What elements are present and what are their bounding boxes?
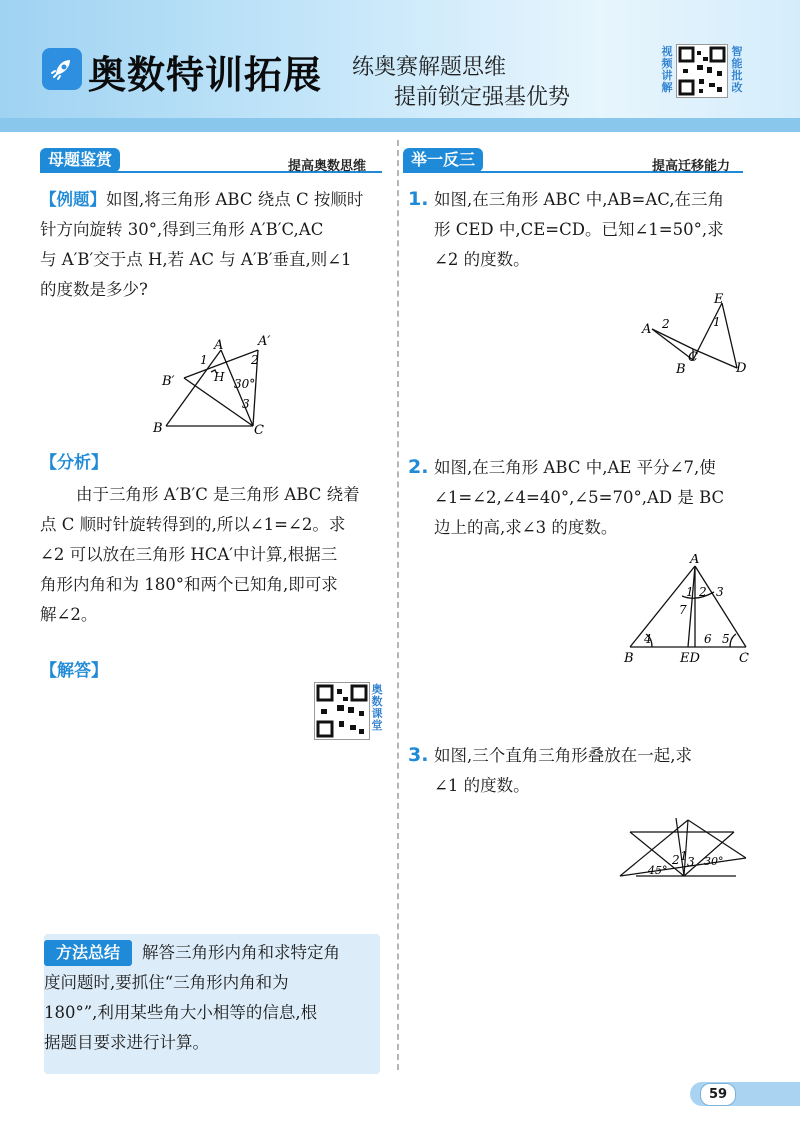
q1-label-E: E (714, 292, 724, 307)
q1-angle-2: 2 (662, 317, 670, 331)
q2-angle-7: 7 (679, 603, 687, 617)
qr-code-inline[interactable] (314, 682, 370, 740)
q3-number: 3. (408, 744, 429, 766)
summary-line: 度问题时,要抓住“三角形内角和为 (44, 973, 289, 992)
summary-line: 解答三角形内角和求特定角 (142, 943, 340, 962)
q1-label-B: B (676, 362, 686, 377)
section-subtitle-left: 提高奥数思维 (288, 159, 367, 174)
q2-number: 2. (408, 456, 429, 478)
label-A-prime: A′ (258, 334, 271, 349)
label-H: H (214, 370, 225, 384)
qr-grading-label: 智能批改 (731, 45, 743, 94)
example-line: 针方向旋转 30°,得到三角形 A′B′C,AC (40, 220, 324, 239)
summary-line: 据题目要求进行计算。 (44, 1033, 209, 1052)
example-line: 的度数是多少? (40, 280, 148, 299)
analysis-line: 由于三角形 A′B′C 是三角形 ABC 绕着 (76, 485, 360, 504)
analysis-text (40, 480, 390, 630)
qr-code-header[interactable] (676, 44, 728, 98)
method-summary-tag: 方法总结 (44, 940, 132, 966)
example-figure (150, 328, 280, 440)
slogan-line1: 练奥赛解题思维 (352, 55, 507, 80)
q3-angle-1: 1 (680, 849, 688, 863)
q1-label-C: C (688, 350, 698, 365)
qr-course-label: 奥数课堂 (371, 683, 383, 732)
q2-line: ∠1=∠2,∠4=40°,∠5=70°,AD 是 BC (434, 488, 725, 507)
analysis-line: 点 C 顺时针旋转得到的,所以∠1=∠2。求 (40, 515, 346, 534)
method-summary-text (44, 938, 380, 1058)
q3-angle-45: 45° (648, 864, 668, 877)
q1-text (434, 185, 764, 275)
q1-line: 形 CED 中,CE=CD。已知∠1=50°,求 (434, 220, 724, 239)
q2-figure (618, 554, 756, 666)
example-line: 如图,将三角形 ABC 绕点 C 按顺时 (106, 190, 364, 209)
q2-line: 如图,在三角形 ABC 中,AE 平分∠7,使 (434, 458, 716, 477)
q2-angle-3: 3 (716, 585, 724, 599)
q2-line: 边上的高,求∠3 的度数。 (434, 518, 618, 537)
q2-label-B: B (624, 651, 634, 666)
q1-number: 1. (408, 188, 429, 210)
q2-label-ED: ED (680, 651, 700, 666)
q2-label-A: A (690, 554, 700, 567)
q1-label-D: D (736, 361, 747, 376)
q2-angle-4: 4 (644, 632, 652, 646)
label-B-prime: B′ (162, 374, 175, 389)
angle-3: 3 (242, 397, 250, 411)
header-band (0, 118, 800, 132)
qr-video-label: 视频讲解 (661, 45, 673, 94)
angle-30: 30° (234, 377, 256, 391)
q3-figure (616, 810, 754, 882)
column-divider (397, 140, 399, 1070)
angle-2: 2 (251, 353, 259, 367)
q1-angle-1: 1 (713, 315, 721, 329)
analysis-line: 角形内角和为 180°和两个已知角,即可求 (40, 575, 338, 594)
q3-angle-3: 3 (687, 855, 695, 869)
q1-label-A: A (642, 322, 652, 337)
section-tag-left: 母题鉴赏 (40, 148, 120, 172)
angle-1: 1 (200, 353, 208, 367)
q2-angle-5: 5 (722, 632, 730, 646)
q2-text (434, 453, 764, 543)
q2-angle-2: 2 (699, 585, 707, 599)
q1-line: 如图,在三角形 ABC 中,AB=AC,在三角 (434, 190, 725, 209)
analysis-line: ∠2 可以放在三角形 HCA′中计算,根据三 (40, 545, 338, 564)
q3-line: 如图,三个直角三角形叠放在一起,求 (434, 746, 692, 765)
q1-figure (636, 288, 756, 384)
label-B: B (153, 421, 163, 436)
answer-label: 【解答】 (40, 661, 108, 681)
label-C: C (254, 423, 264, 438)
brand-title: 奥数特训拓展 (88, 53, 323, 97)
rocket-icon (42, 48, 82, 90)
q2-angle-1: 1 (686, 585, 694, 599)
q1-line: ∠2 的度数。 (434, 250, 530, 269)
section-tag-right: 举一反三 (403, 148, 483, 172)
q3-angle-2: 2 (672, 853, 680, 867)
q2-angle-6: 6 (704, 632, 712, 646)
example-line: 与 A′B′交于点 H,若 AC 与 A′B′垂直,则∠1 (40, 250, 352, 269)
q3-text (434, 741, 764, 801)
summary-line: 180°”,利用某些角大小相等的信息,根 (44, 1003, 318, 1022)
page-number: 59 (700, 1083, 736, 1106)
slogan-line2: 提前锁定强基优势 (394, 85, 571, 110)
q2-label-C: C (739, 651, 749, 666)
section-subtitle-right: 提高迁移能力 (652, 159, 731, 174)
analysis-line: 解∠2。 (40, 605, 98, 624)
example-label: 【例题】 (40, 190, 106, 209)
example-problem (40, 185, 390, 305)
q3-line: ∠1 的度数。 (434, 776, 530, 795)
analysis-label: 【分析】 (40, 453, 108, 473)
q3-angle-30: 30° (704, 855, 724, 868)
label-A: A (214, 338, 224, 353)
